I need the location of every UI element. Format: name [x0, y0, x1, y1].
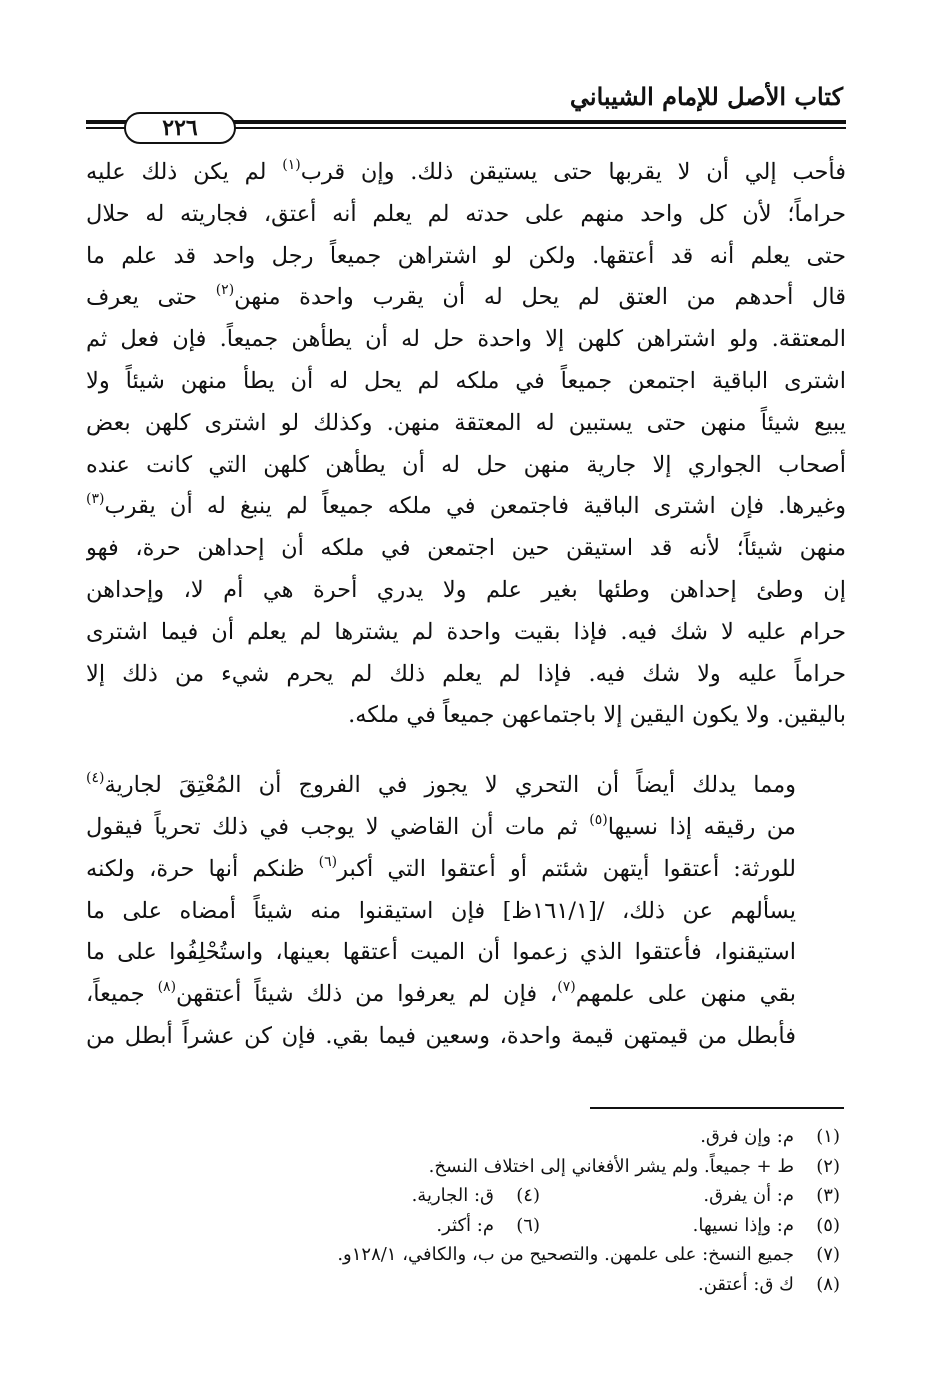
text-line: منهن شيئاً؛ لأنه قد استيقن حين اجتمعن في ملكه أن إحداهن حرة، فهو [86, 535, 846, 562]
footnote: (٦)م: أكثر. [436, 1214, 540, 1236]
text-line: حراماً؛ لأن كل واحد منهم على حدته لم يعلم أنه أعتق، فجاريته له حلال [86, 200, 846, 227]
footnotes [140, 1122, 840, 1300]
footnote-row [140, 1152, 840, 1182]
text-line: المعتقة. ولو اشتراهن كلهن إلا واحدة حل له أن يطأهن جميعاً. فإن فعل ثم [86, 326, 846, 353]
footnote: (٧)جميع النسخ: على علمهن. والتصحيح من ب، والكافي، ١٢٨/١و. [337, 1244, 840, 1266]
footnote-separator [590, 1107, 844, 1109]
text-line: إن وطئ إحداهن وطئها بغير علم ولا يدري أحرة هي أم لا، وإحداهن [86, 576, 846, 603]
paragraph-2 [86, 765, 846, 1058]
footnote-row [140, 1122, 840, 1152]
text-line: ومما يدلك أيضاً أن التحري لا يجوز في الفروج أن المُعْتِقَ لجارية$^{(٤)}$ [86, 770, 796, 799]
footnote-row [140, 1211, 840, 1241]
footnote-ref: (٧) [557, 979, 576, 996]
footnote: (٢)ط + جميعاً. ولم يشر الأفغاني إلى اختلاف النسخ. [428, 1155, 840, 1177]
text-line: يبيع شيئاً منهن حتى يستبين له المعتقة منهن. وكذلك لو اشترى كلهن بعض [86, 409, 846, 436]
footnote: (١)م: وإن فرق. [700, 1126, 840, 1147]
header-rule [86, 112, 846, 142]
text-line: بقي منهن على علمهم$^{(٧)}$، فإن لم يعرفوا من ذلك شيئاً أعتقهن$^{(٨)}$ جميعاً، [86, 979, 796, 1008]
running-title: كتاب الأصل للإمام الشيباني [569, 82, 843, 111]
footnote: (٣)م: أن يفرق. [703, 1185, 840, 1207]
text-line: حراماً عليه ولا شك فيه. فإذا لم يعلم ذلك لم يحرم شيء من ذلك إلا [86, 660, 846, 687]
footnote-ref: (٢) [215, 282, 235, 299]
footnote-ref: (٨) [157, 979, 177, 996]
footnote: (٥)م: وإذا نسيها. [692, 1214, 840, 1236]
footnote-ref: (٥) [589, 811, 608, 828]
footnote: (٨)ك ق: أعتقن. [697, 1273, 840, 1295]
footnote-row [140, 1181, 840, 1211]
footnote-ref: (٦) [318, 853, 338, 870]
text-line: باليقين. ولا يكون اليقين إلا باجتماعهن جميعاً في ملكه. [348, 702, 846, 729]
footnote: (٤)ق: الجارية. [411, 1185, 540, 1207]
text-line: اشترى الباقية اجتمعن جميعاً في ملكه لم يحل له أن يطأ منهن شيئاً ولا [86, 367, 846, 394]
footnote-row [140, 1240, 840, 1270]
text-line: من رقيقه إذا نسيها$^{(٥)}$ ثم مات أن القاضي لا يوجب في ذلك تحرياً فيقول [86, 811, 796, 840]
main-text [86, 152, 846, 1058]
page-number: ٢٢٦ [124, 112, 236, 144]
footnote-ref: (٣) [86, 491, 105, 508]
text-line: حرام عليه لا شك فيه. فإذا بقيت واحدة لم يشترها لم يعلم أن فيما اشترى [86, 618, 846, 645]
paragraph-1 [86, 152, 846, 737]
text-line: استيقنوا، فأعتقوا الذي زعموا أن الميت أعتقها بعينها، واستُحْلِفُوا على ما [86, 939, 796, 966]
text-line: فأحب إلي أن لا يقربها حتى يستيقن ذلك. وإن قرب$^{(١)}$ لم يكن ذلك عليه [86, 157, 846, 185]
footnote-row [140, 1270, 840, 1300]
text-line: وغيرها. فإن اشترى الباقية فاجتمعن في ملكه جميعاً لم ينبغ له أن يقرب$^{(٣)}$ [86, 491, 846, 520]
text-line: أصحاب الجواري إلا جارية منهن حل له أن يطأهن كلهن التي كانت عنده [86, 451, 846, 478]
footnote-ref: (١) [282, 157, 301, 173]
text-line: للورثة: أعتقوا أيتهن شئتم أو أعتقوا التي أكبر$^{(٦)}$ ظنكم أنها حرة، ولكنه [86, 853, 796, 882]
text-line: يسألهم عن ذلك، /[١٦١/١ظ] فإن استيقنوا منه شيئاً أمضاه على ما [86, 897, 797, 924]
text-line: فأبطل من قيمتهن قيمة واحدة، وسعين فيما بقي. فإن كن عشراً أبطل من [86, 1022, 796, 1049]
text-line: حتى يعلم أنه قد أعتقها. ولكن لو اشتراهن جميعاً رجل واحد قد علم ما [86, 242, 846, 269]
text-line: قال أحدهم من العتق لم يحل له أن يقرب واحدة منهن$^{(٢)}$ حتى يعرف [86, 282, 846, 311]
footnote-ref: (٤) [86, 770, 105, 787]
